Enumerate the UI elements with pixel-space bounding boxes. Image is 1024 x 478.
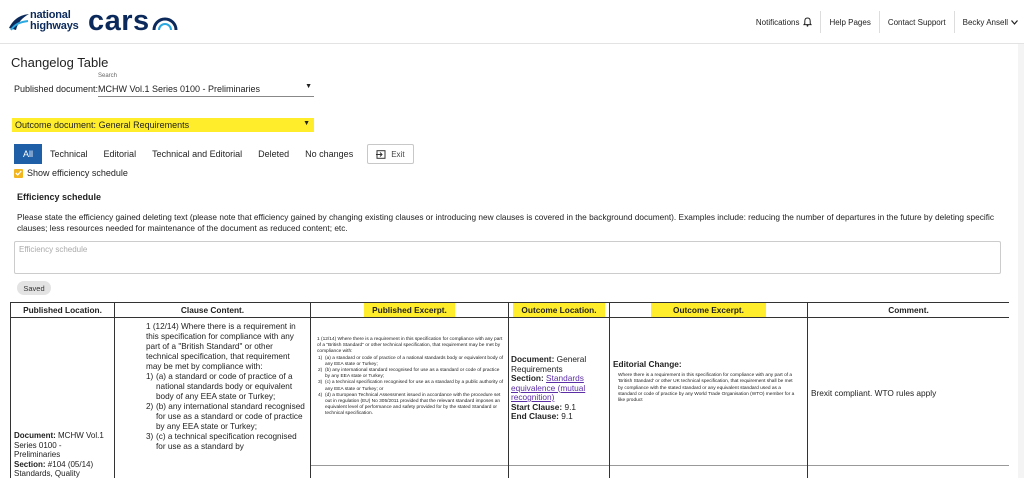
tab-no-changes[interactable]: No changes [305, 149, 354, 159]
excerpt-item [317, 380, 505, 392]
clause-item-text: (a) a standard or code of practice of a national standards body or equivalent body of any EEA state or Turkey; [156, 372, 293, 401]
outcome-document-label: Outcome document: [15, 120, 97, 130]
header-outcome-excerpt-label: Outcome Excerpt. [651, 303, 766, 317]
section-value: #104 (05/14) Standards, Quality [14, 459, 94, 478]
row-divider [509, 465, 609, 466]
logo-line-1: national [30, 9, 71, 21]
efficiency-schedule-description: Please state the efficiency gained deleting text (please note that efficiency gained by changing existing clauses or introducing new clauses is covered in the background document). Examples include: reducing the number of departures in the future by deleting specific clauses; less resources needed for maintenance of the document as reduced content; etc. [17, 212, 995, 233]
excerpt-item-number: 3) [318, 380, 323, 386]
header-published-location: Published Location. [11, 303, 114, 318]
scrollbar[interactable] [1018, 44, 1024, 478]
tab-technical-and-editorial[interactable]: Technical and Editorial [152, 149, 243, 159]
start-clause-value: 9.1 [564, 401, 577, 412]
published-location-cell [14, 431, 110, 478]
checkbox-checked-icon[interactable] [14, 169, 23, 178]
change-type-tabs [14, 144, 414, 164]
outcome-document-select[interactable] [12, 118, 314, 132]
outcome-location-column [509, 303, 610, 478]
logo-line-2: highways [30, 20, 79, 32]
cars-logo[interactable]: cars [88, 5, 150, 37]
national-highways-swoosh-icon [8, 12, 30, 32]
excerpt-item [317, 356, 505, 368]
header-comment: Comment. [808, 303, 1009, 318]
document-value: General Requirements [511, 354, 587, 374]
exit-button[interactable] [367, 144, 413, 164]
clause-item [146, 432, 306, 452]
contact-support-link[interactable]: Contact Support [879, 11, 954, 33]
comment-column [808, 303, 1009, 478]
outcome-excerpt-column [610, 303, 808, 478]
published-excerpt-column [311, 303, 509, 478]
published-document-select[interactable] [98, 81, 314, 97]
outcome-location-cell [511, 355, 607, 422]
exit-label: Exit [391, 149, 405, 159]
excerpt-item [317, 368, 505, 380]
excerpt-item-number: 4) [318, 392, 323, 398]
show-efficiency-label: Show efficiency schedule [27, 168, 128, 178]
header-outcome-location [509, 303, 609, 318]
excerpt-item-number: 1) [318, 355, 323, 361]
tab-technical[interactable]: Technical [50, 149, 88, 159]
help-pages-link[interactable]: Help Pages [820, 11, 878, 33]
tab-all[interactable]: All [14, 144, 42, 164]
header-outcome-excerpt [610, 303, 807, 318]
tab-deleted[interactable]: Deleted [258, 149, 290, 159]
outcome-excerpt-cell: Where there is a requirement in this specification for compliance with any part of a 'British Standard' or other UK technical specification, that requirement shall be met by compliance with the stated standard or any equivalent standard used as a standard or code of practice by any World Trade Organisation (WTO) member for a like product [618, 373, 795, 404]
excerpt-item-text: (a) a standard or code of practice of a national standards body or equivalent body of any EEA state or Turkey; [325, 355, 504, 367]
saved-button[interactable]: Saved [17, 281, 51, 295]
excerpt-item-text: (c) a technical specification recognised for use as a standard by a public authority of any EEA state or Turkey; or [325, 380, 504, 392]
excerpt-item-text: (b) any international standard recognised for use as a standard or code of practice by any EEA state or Turkey; [325, 368, 500, 380]
published-excerpt-cell [317, 337, 505, 418]
section-label: Section: [14, 459, 46, 469]
document-label: Document: [14, 431, 56, 440]
document-value: MCHW Vol.1 Series 0100 - Preliminaries [14, 431, 104, 459]
national-highways-logo[interactable] [8, 8, 79, 36]
end-clause-label: End Clause: [511, 411, 559, 421]
bell-icon [803, 17, 812, 27]
notifications-label: Notifications [755, 17, 800, 27]
clause-content-column [115, 303, 311, 478]
start-clause-label: Start Clause: [511, 401, 563, 412]
cars-arch-icon [152, 8, 178, 32]
header-published-excerpt-label: Published Excerpt. [364, 303, 455, 317]
show-efficiency-toggle[interactable] [14, 167, 128, 179]
clause-item-text: (b) any international standard recognised for use as a standard or code of practice by any EEA state or Turkey; [156, 402, 305, 431]
header-published-excerpt [311, 303, 508, 318]
end-clause-value: 9.1 [561, 411, 573, 421]
efficiency-schedule-input[interactable]: Efficiency schedule [14, 241, 1001, 274]
row-divider [311, 465, 508, 466]
changelog-table [10, 302, 1009, 478]
user-menu[interactable] [954, 11, 1024, 33]
exit-icon [376, 150, 386, 159]
excerpt-intro: 1 (12/14) Where there is a requirement in this specification for compliance with any part of a "British Standard" or other technical specification, that requirement may be met by compliance with: [317, 337, 503, 355]
clause-item-text: (c) a technical specification recognised for use as a standard by [156, 432, 297, 451]
header-outcome-location-label: Outcome Location. [513, 303, 604, 317]
notifications-link[interactable] [748, 11, 821, 33]
efficiency-schedule-title: Efficiency schedule [17, 192, 102, 202]
row-divider [610, 465, 807, 466]
published-document-label: Published document: [14, 84, 99, 94]
excerpt-item-number: 2) [318, 368, 323, 374]
user-name: Becky Ansell [962, 17, 1008, 27]
header-clause-content: Clause Content. [115, 303, 310, 318]
published-document-value: MCHW Vol.1 Series 0100 - Preliminaries [98, 84, 261, 94]
section-label: Section: [511, 373, 544, 383]
caret-down-icon: ▼ [303, 120, 310, 127]
clause-item-number: 3) [146, 432, 154, 441]
clause-item [146, 372, 306, 402]
document-label: Document: [511, 354, 555, 364]
header-nav [748, 11, 1024, 33]
excerpt-item-text: (d) a European Technical Assessment issued in accordance with the procedure set out in regulation (EU) No 305/2011 provided that the relevant standard imposes an equivalent level of performance and safety provided for by the stated Standard or technical specification. [325, 392, 501, 417]
national-highways-wordmark [30, 10, 79, 32]
clause-content-cell [146, 322, 306, 452]
excerpt-item [317, 393, 505, 418]
chevron-down-icon [1011, 20, 1018, 25]
tab-editorial[interactable]: Editorial [103, 149, 137, 159]
page-title: Changelog Table [11, 55, 109, 70]
change-type-title: Editorial Change: [613, 359, 682, 369]
outcome-document-value: General Requirements [98, 120, 190, 130]
comment-cell: Brexit compliant. WTO rules apply [811, 388, 937, 398]
clause-intro: 1 (12/14) Where there is a requirement in this specification for compliance with any part of a "British Standard" or other technical specification, that requirement may be met by compliance with: [146, 322, 296, 371]
clause-item-number: 1) [146, 372, 154, 381]
row-divider [808, 465, 1009, 466]
top-navbar [0, 0, 1024, 44]
clause-item [146, 402, 306, 432]
caret-down-icon: ▼ [305, 83, 312, 90]
published-location-column [11, 303, 115, 478]
section-link[interactable]: Standards equivalence (mutual recognition) [511, 373, 586, 402]
published-search-label: Search [98, 73, 118, 79]
clause-item-number: 2) [146, 402, 154, 411]
